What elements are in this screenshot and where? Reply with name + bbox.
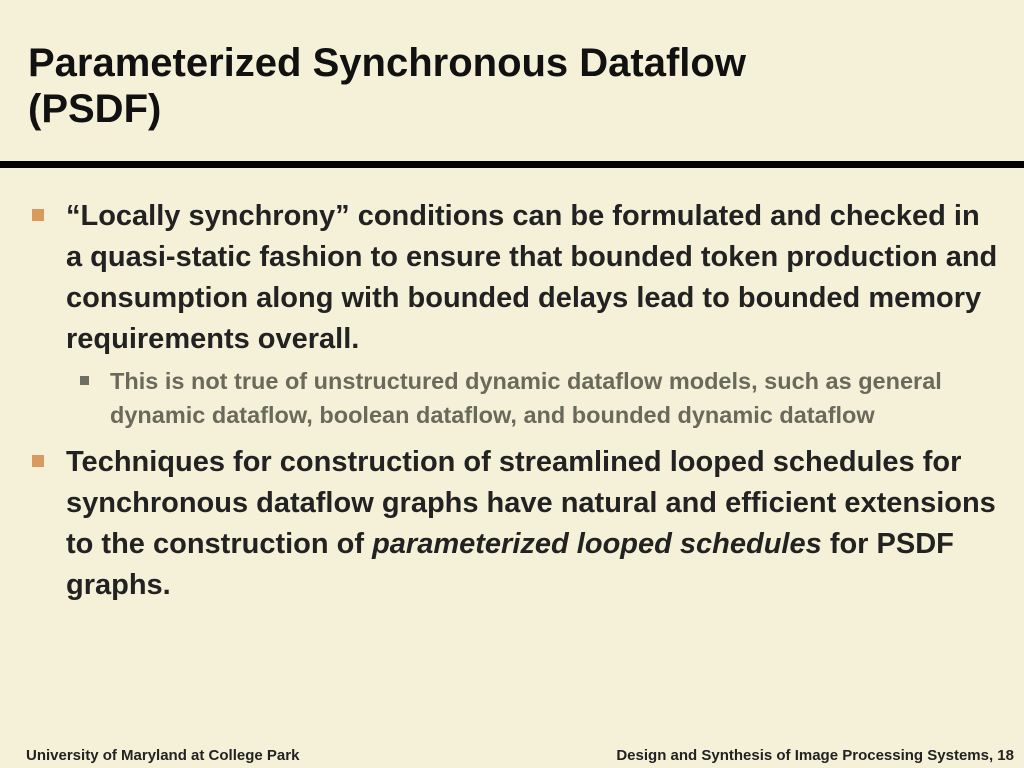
bullet-1-text: “Locally synchrony” conditions can be formulated and checked in a quasi-static fashion to ensure that bounded token production and consumption along with bounded delays lead to bounded memory requirements overall. [66,200,998,355]
title-line-2: (PSDF) [28,87,162,131]
small-square-bullet-icon [80,376,89,385]
sub-bullet-1 [66,364,998,432]
title-line-1: Parameterized Synchronous Dataflow [28,41,746,85]
bullet-1 [28,196,998,360]
bullet-2-text-before: Techniques for construction of streamlined looped schedules for synchronous dataflow graphs have natural and efficient extensions to the construction of [66,446,996,560]
footer-institution: University of Maryland at College Park [26,747,300,764]
slide-title [28,40,988,132]
bullet-2 [28,442,998,606]
slide-content [28,196,998,606]
sub-bullet-1-text: This is not true of unstructured dynamic dataflow models, such as general dynamic dataflow, boolean dataflow, and bounded dynamic dataflow [110,368,942,428]
bullet-2-text-italic: parameterized looped schedules [372,528,822,560]
square-bullet-icon [32,209,44,221]
square-bullet-icon [32,455,44,467]
bullet-2-text-after: for PSDF graphs. [66,528,954,601]
footer-course-page: Design and Synthesis of Image Processing Systems, 18 [616,747,1014,764]
title-divider [0,161,1024,168]
